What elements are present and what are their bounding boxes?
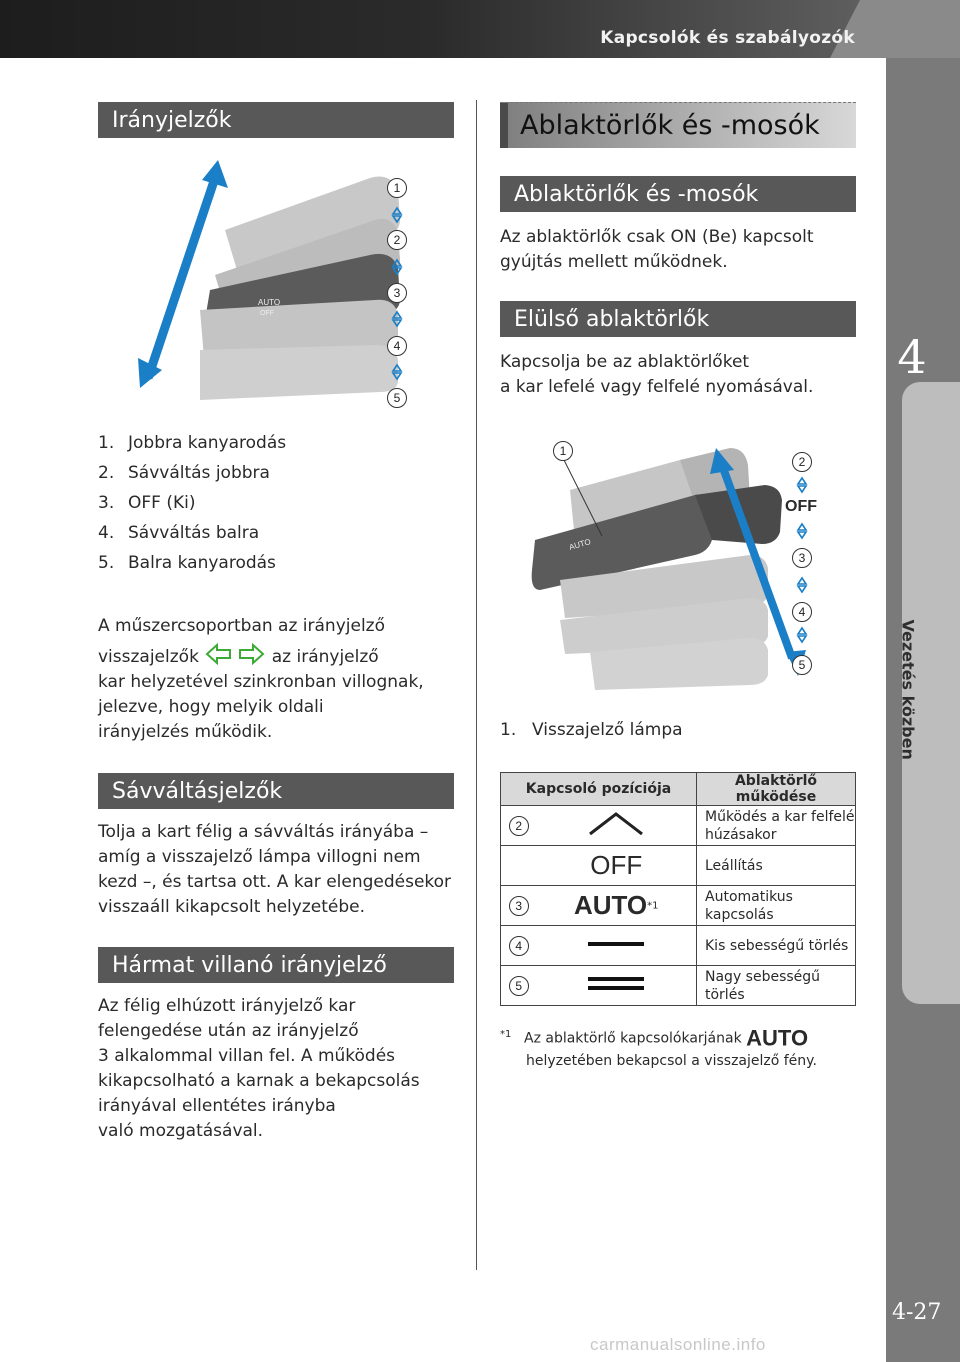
wiper-lever-stack	[532, 448, 782, 690]
list-item: 3. OFF (Ki)	[98, 493, 196, 513]
list-item: 2. Sávváltás jobbra	[98, 463, 270, 483]
wiper-figure-number-3: 3	[792, 548, 812, 568]
top-bar	[0, 0, 960, 58]
chapter-label: Vezetés közben	[898, 619, 918, 760]
row-number: 3	[509, 896, 529, 916]
list-item: 5. Balra kanyarodás	[98, 553, 276, 573]
row-description: Működés a kar felfelé húzásakor	[697, 806, 856, 846]
row-description: Leállítás	[697, 846, 856, 886]
row-description: Nagy sebességű törlés	[697, 966, 856, 1006]
wiper-positions-table	[500, 772, 856, 1006]
table-row	[501, 926, 856, 966]
figure-number-3: 3	[387, 283, 407, 303]
heading-turn-signals: Irányjelzők	[98, 102, 454, 138]
table-header-position: Kapcsoló pozíciója	[501, 773, 697, 806]
table-row	[501, 966, 856, 1006]
heading-lane-change: Sávváltásjelzők	[98, 773, 454, 809]
turn-signal-list	[98, 428, 286, 578]
auto-symbol-inline: AUTO	[746, 1025, 809, 1051]
wiper-figure-number-2: 2	[792, 452, 812, 472]
lever-label-auto: AUTO	[258, 298, 281, 307]
table-row	[501, 806, 856, 846]
caret-up-icon	[586, 810, 646, 838]
lever-stack	[200, 177, 400, 401]
heading-wipers-main: Ablaktörlők és -mosók	[500, 102, 856, 148]
row-number: 5	[509, 976, 529, 996]
page-number: 4-27	[892, 1300, 942, 1325]
table-row	[501, 846, 856, 886]
figure-number-5: 5	[387, 388, 407, 408]
chapter-number: 4	[897, 330, 927, 384]
lever-label-off: OFF	[260, 310, 274, 317]
row-number: 2	[509, 816, 529, 836]
wiper-figure-number-5: 5	[792, 655, 812, 675]
heading-triple-flash: Hármat villanó irányjelző	[98, 947, 454, 983]
triple-flash-paragraph: Az félig elhúzott irányjelző kar felengedése után az irányjelző 3 alkalommal villan fel. A működés kikapcsolható a karnak a bekapcsolás irányával ellentétes irányba való mozgatásával.	[98, 996, 420, 1141]
lane-change-paragraph: Tolja a kart félig a sávváltás irányába – amíg a visszajelző lámpa villogni nem kezd –, és tartsa ott. A kar elengedésekor visszaáll kikapcsolt helyzetébe.	[98, 822, 452, 917]
wiper-figure-number-1: 1	[553, 441, 573, 461]
wiper-lever-figure	[530, 440, 830, 700]
section-title: Kapcsolók és szabályozók	[600, 28, 855, 48]
row-description: Kis sebességű törlés	[697, 926, 856, 966]
column-divider	[476, 100, 477, 1270]
turn-signal-lever-figure	[130, 160, 430, 410]
off-symbol: OFF	[537, 846, 697, 886]
figure-number-1: 1	[387, 178, 407, 198]
heading-wipers-sub: Ablaktörlők és -mosók	[500, 176, 856, 212]
single-bar-icon	[588, 937, 644, 951]
wiper-figure-number-4: 4	[792, 602, 812, 622]
turn-signal-paragraph: A műszercsoportban az irányjelző visszajelzők az irányjelző kar helyzetével szinkronban villognak, jelezve, hogy melyik oldali irányjelzés működik.	[98, 616, 424, 742]
heading-front-wipers: Elülső ablaktörlők	[500, 301, 856, 337]
table-row	[501, 886, 856, 926]
wiper-figure-caption: 1. Visszajelző lámpa	[500, 720, 683, 740]
footnote-ref: *1	[647, 900, 659, 912]
turn-indicator-arrows-icon	[204, 642, 266, 666]
wiper-lever-label-auto: AUTO	[568, 537, 592, 552]
list-item: 4. Sávváltás balra	[98, 523, 260, 543]
row-description: Automatikus kapcsolás	[697, 886, 856, 926]
auto-symbol: AUTO	[573, 890, 648, 920]
watermark: carmanualsonline.info	[590, 1335, 766, 1354]
wipers-intro-paragraph: Az ablaktörlők csak ON (Be) kapcsolt gyújtás mellett működnek.	[500, 227, 814, 272]
row-number: 4	[509, 936, 529, 956]
figure-number-4: 4	[387, 336, 407, 356]
table-header-operation: Ablaktörlő működése	[697, 773, 856, 806]
wiper-figure-off-label: OFF	[785, 498, 817, 515]
figure-number-2: 2	[387, 230, 407, 250]
front-wipers-paragraph: Kapcsolja be az ablaktörlőket a kar lefelé vagy felfelé nyomásával.	[500, 352, 814, 397]
footnote: $^{*1}$ Az ablaktörlő kapcsolókarjának AUTO helyzetében bekapcsol a visszajelző fény.	[500, 1025, 817, 1069]
double-bar-icon	[588, 975, 644, 993]
list-item: 1. Jobbra kanyarodás	[98, 433, 287, 453]
